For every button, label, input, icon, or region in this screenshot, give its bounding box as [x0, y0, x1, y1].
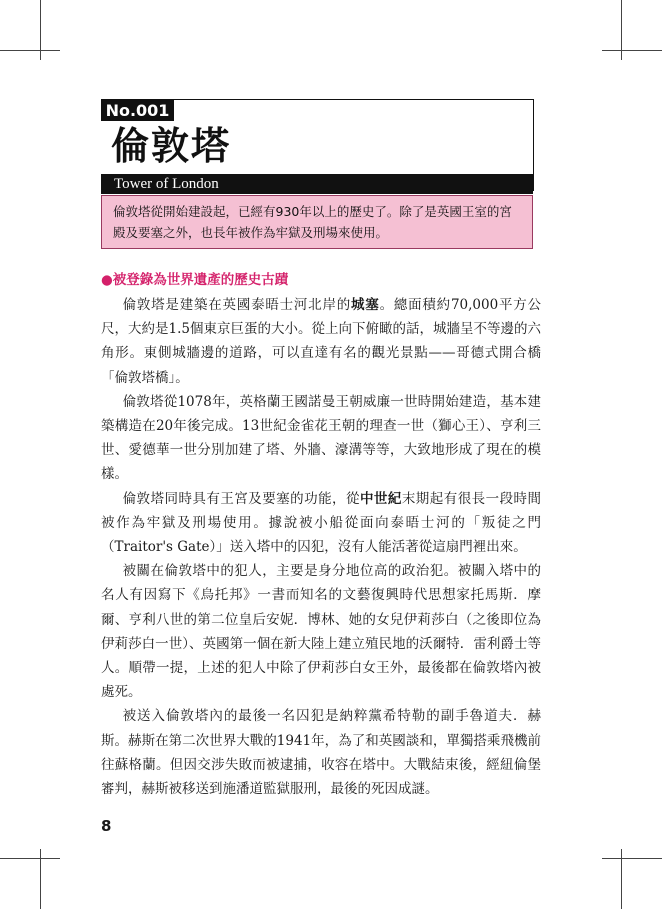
page-number: 8 [101, 817, 112, 835]
crop-mark [40, 849, 41, 909]
summary-box: 倫敦塔從開始建設起，已經有930年以上的歷史了。除了是英國王室的宮殿及要塞之外，也長年被作為牢獄及刑場來使用。 [101, 195, 533, 249]
crop-mark [602, 50, 662, 51]
paragraph: 倫敦塔是建築在英國泰晤士河北岸的城塞。總面積約70,000平方公尺，大約是1.5個東京巨蛋的大小。從上向下俯瞰的話，城牆呈不等邊的六角形。東側城牆邊的道路，可以直達有名的觀光景點——哥德式開合橋「倫敦塔橋」。 [101, 297, 542, 386]
entry-header [101, 99, 534, 191]
english-subtitle: Tower of London [101, 174, 533, 194]
crop-mark [40, 0, 41, 60]
paragraph: 被送入倫敦塔內的最後一名囚犯是納粹黨希特勒的副手魯道夫．赫斯。赫斯在第二次世界大戰的1941年，為了和英國談和，單獨搭乘飛機前往蘇格蘭。但因交涉失敗而被逮捕，收容在塔中。大戰結束後，經紐倫堡審判，赫斯被移送到施潘道監獄服刑，最後的死因成謎。 [101, 708, 541, 798]
paragraph: 倫敦塔同時具有王宮及要塞的功能，從中世紀末期起有很長一段時間被作為牢獄及刑場使用。據說被小船從面向泰晤士河的「叛徒之門（Traitor's Gate）」送入塔中的囚犯，沒有人能活著從這扇門裡出來。 [101, 490, 542, 556]
page-title: 倫敦塔 [111, 124, 232, 168]
crop-mark [621, 849, 622, 909]
crop-mark [621, 0, 622, 60]
crop-mark [0, 50, 60, 51]
crop-mark [602, 858, 662, 859]
section-heading: ●被登錄為世界遺產的歷史古蹟 [101, 272, 289, 288]
article-section [101, 269, 541, 801]
crop-mark [0, 858, 60, 859]
entry-number-badge: No.001 [101, 100, 174, 121]
paragraph: 倫敦塔從1078年，英格蘭王國諾曼王朝威廉一世時開始建造，基本建築構造在20年後完成。13世紀金雀花王朝的理查一世（獅心王）、亨利三世、愛德華一世分別加建了塔、外牆、濠溝等等，大致地形成了現在的模樣。 [101, 393, 541, 483]
paragraph: 被關在倫敦塔中的犯人，主要是身分地位高的政治犯。被關入塔中的名人有因寫下《烏托邦》一書而知名的文藝復興時代思想家托馬斯．摩爾、亨利八世的第二位皇后安妮．博林、她的女兒伊莉莎白（之後即位為伊莉莎白一世）、英國第一個在新大陸上建立殖民地的沃爾特．雷利爵士等人。順帶一提，上述的犯人中除了伊莉莎白女王外，最後都在倫敦塔內被處死。 [101, 563, 541, 701]
